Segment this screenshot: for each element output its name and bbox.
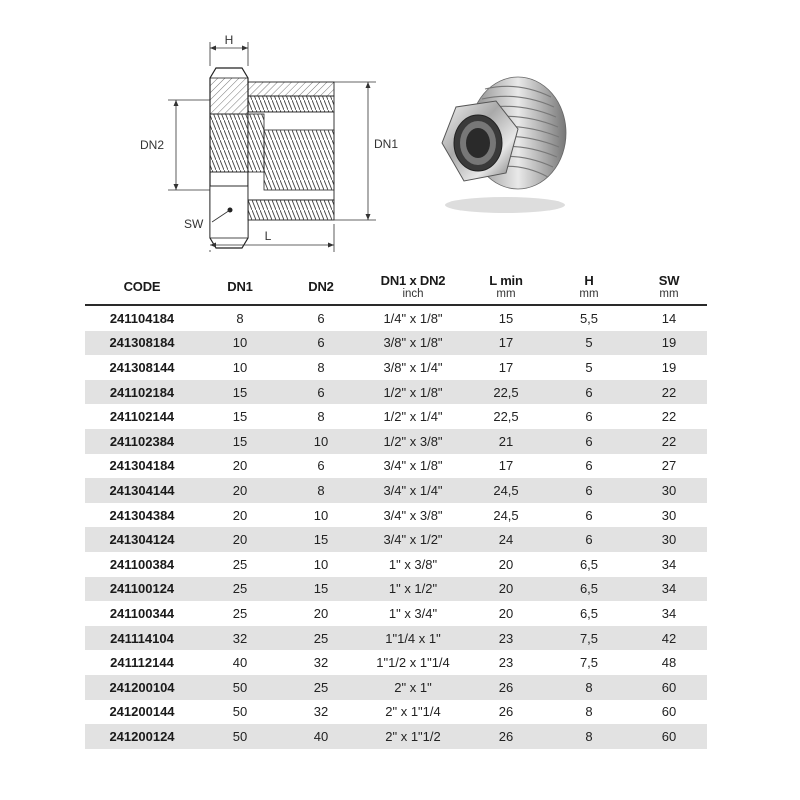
- cell-sw: 27: [661, 458, 677, 474]
- cell-lmin: 24: [498, 532, 514, 548]
- cell-lmin: 23: [498, 630, 514, 646]
- cell-lmin: 22,5: [493, 409, 519, 425]
- cell-dn1: 10: [232, 359, 248, 375]
- table-header: [85, 268, 707, 304]
- cell-code: 241100124: [109, 581, 175, 597]
- header-sw: SW mm: [658, 272, 680, 300]
- cell-sw: 30: [661, 507, 677, 523]
- table-row: [85, 724, 707, 749]
- cell-lmin: 17: [498, 359, 514, 375]
- cell-sw: 34: [661, 556, 677, 572]
- table-row: [85, 355, 707, 380]
- table-row: [85, 429, 707, 454]
- cell-dn2: 15: [313, 532, 329, 548]
- header-h: H mm: [579, 272, 599, 300]
- table-row: [85, 306, 707, 331]
- header-dn2: DN2: [308, 278, 334, 294]
- cell-dn2: 6: [317, 310, 325, 326]
- cell-dn1: 25: [232, 581, 248, 597]
- dn1-label: DN1: [374, 137, 399, 151]
- cell-h: 6,5: [579, 556, 599, 572]
- cell-h: 6,5: [579, 605, 599, 621]
- dn2-label: DN2: [140, 138, 165, 152]
- cell-sw: 19: [661, 359, 677, 375]
- cell-h: 5: [585, 335, 593, 351]
- cell-code: 241102384: [109, 433, 175, 449]
- cell-sw: 34: [661, 605, 677, 621]
- cell-h: 6: [585, 384, 593, 400]
- table-row: [85, 527, 707, 552]
- cell-dn1xdn2: 2" x 1"1/4: [385, 704, 441, 720]
- cell-lmin: 21: [498, 433, 514, 449]
- cell-dn1: 20: [232, 507, 248, 523]
- cell-h: 6: [585, 409, 593, 425]
- cell-code: 241304384: [109, 507, 175, 523]
- technical-drawing: [120, 20, 420, 265]
- table-row: [85, 700, 707, 725]
- cell-dn1: 20: [232, 482, 248, 498]
- cell-sw: 48: [661, 655, 677, 671]
- cell-dn1xdn2: 2" x 1"1/2: [385, 728, 441, 744]
- cell-dn1: 32: [232, 630, 248, 646]
- cell-h: 6: [585, 482, 593, 498]
- sw-label: SW: [184, 217, 204, 231]
- cell-dn2: 25: [313, 630, 329, 646]
- cell-code: 241114104: [110, 630, 174, 646]
- cell-sw: 30: [661, 482, 677, 498]
- cell-code: 241304124: [109, 532, 175, 548]
- cell-h: 8: [585, 704, 593, 720]
- cell-dn1xdn2: 2" x 1": [394, 679, 432, 695]
- cell-dn2: 6: [317, 458, 325, 474]
- cell-sw: 22: [661, 409, 677, 425]
- cell-dn1: 8: [236, 310, 244, 326]
- l-label: L: [264, 229, 272, 243]
- cell-sw: 22: [661, 433, 677, 449]
- table-row: [85, 454, 707, 479]
- cell-dn2: 25: [313, 679, 329, 695]
- table-row: [85, 503, 707, 528]
- cell-lmin: 26: [498, 728, 514, 744]
- header-code: CODE: [123, 278, 161, 294]
- table-row: [85, 404, 707, 429]
- product-photo: [420, 55, 590, 225]
- cell-lmin: 17: [498, 458, 514, 474]
- cell-dn1: 20: [232, 458, 248, 474]
- cell-dn1: 20: [232, 532, 248, 548]
- cell-dn1: 50: [232, 704, 248, 720]
- cell-dn2: 40: [313, 728, 329, 744]
- cell-dn2: 20: [313, 605, 329, 621]
- cell-dn1xdn2: 1" x 3/4": [388, 605, 438, 621]
- cell-dn1xdn2: 1"1/2 x 1"1/4: [376, 655, 450, 671]
- cell-dn1: 15: [232, 433, 248, 449]
- cell-dn2: 10: [313, 433, 329, 449]
- table-row: [85, 552, 707, 577]
- cell-code: 241200144: [109, 704, 175, 720]
- cell-dn1: 10: [232, 335, 248, 351]
- cell-dn1: 25: [232, 605, 248, 621]
- cell-sw: 60: [661, 679, 677, 695]
- cell-lmin: 23: [498, 655, 514, 671]
- header-dn1xdn2: DN1 x DN2 inch: [380, 272, 446, 300]
- cell-dn2: 6: [317, 384, 325, 400]
- cell-dn1xdn2: 3/4" x 1/8": [383, 458, 443, 474]
- table-row: [85, 380, 707, 405]
- cell-lmin: 26: [498, 704, 514, 720]
- cell-h: 6: [585, 433, 593, 449]
- cell-h: 8: [585, 728, 593, 744]
- cell-dn2: 8: [317, 409, 325, 425]
- cell-dn2: 15: [313, 581, 329, 597]
- cell-dn1: 50: [232, 679, 248, 695]
- cell-dn1: 25: [232, 556, 248, 572]
- cell-dn1: 15: [232, 409, 248, 425]
- table-row: [85, 675, 707, 700]
- cell-dn1xdn2: 1/2" x 1/8": [383, 384, 443, 400]
- table-row: [85, 331, 707, 356]
- cell-code: 241304144: [109, 482, 175, 498]
- cell-lmin: 20: [498, 581, 514, 597]
- cell-dn2: 8: [317, 482, 325, 498]
- cell-dn2: 32: [313, 704, 329, 720]
- product-table: [85, 268, 707, 749]
- cell-dn1xdn2: 1"1/4 x 1": [385, 630, 441, 646]
- cell-h: 6: [585, 458, 593, 474]
- cell-sw: 42: [661, 630, 677, 646]
- cell-dn1xdn2: 3/8" x 1/8": [383, 335, 443, 351]
- cell-dn1: 40: [232, 655, 248, 671]
- cell-code: 241308184: [109, 335, 175, 351]
- cell-sw: 34: [661, 581, 677, 597]
- cell-code: 241112144: [110, 655, 174, 671]
- cell-h: 7,5: [579, 655, 599, 671]
- cell-lmin: 24,5: [493, 507, 519, 523]
- cell-code: 241200124: [109, 728, 175, 744]
- cell-code: 241102144: [109, 409, 175, 425]
- cell-dn1xdn2: 1/2" x 3/8": [383, 433, 443, 449]
- cell-h: 5: [585, 359, 593, 375]
- cell-dn1xdn2: 3/4" x 1/4": [383, 482, 443, 498]
- cell-lmin: 20: [498, 556, 514, 572]
- cell-sw: 30: [661, 532, 677, 548]
- cell-dn2: 10: [313, 507, 329, 523]
- cell-sw: 19: [661, 335, 677, 351]
- cell-dn2: 6: [317, 335, 325, 351]
- cell-h: 8: [585, 679, 593, 695]
- cell-h: 6,5: [579, 581, 599, 597]
- table-row: [85, 626, 707, 651]
- cell-lmin: 24,5: [493, 482, 519, 498]
- cell-h: 7,5: [579, 630, 599, 646]
- cell-code: 241100344: [109, 605, 175, 621]
- cell-code: 241200104: [109, 679, 175, 695]
- cell-dn2: 8: [317, 359, 325, 375]
- cell-dn1: 15: [232, 384, 248, 400]
- cell-dn1xdn2: 1" x 3/8": [388, 556, 438, 572]
- table-row: [85, 577, 707, 602]
- cell-dn2: 32: [313, 655, 329, 671]
- cell-code: 241304184: [109, 458, 175, 474]
- cell-lmin: 26: [498, 679, 514, 695]
- cell-h: 6: [585, 507, 593, 523]
- cell-lmin: 22,5: [493, 384, 519, 400]
- cell-sw: 14: [661, 310, 677, 326]
- cell-code: 241104184: [109, 310, 175, 326]
- cell-dn1xdn2: 1/4" x 1/8": [383, 310, 443, 326]
- cell-dn1xdn2: 3/4" x 1/2": [383, 532, 443, 548]
- table-row: [85, 601, 707, 626]
- table-row: [85, 478, 707, 503]
- h-label: H: [224, 33, 234, 47]
- header-dn1: DN1: [227, 278, 253, 294]
- cell-lmin: 15: [498, 310, 514, 326]
- cell-dn1: 50: [232, 728, 248, 744]
- cell-dn1xdn2: 3/8" x 1/4": [383, 359, 443, 375]
- table-row: [85, 650, 707, 675]
- cell-code: 241100384: [109, 556, 175, 572]
- header-lmin: L min mm: [489, 272, 523, 300]
- cell-dn1xdn2: 1" x 1/2": [388, 581, 438, 597]
- cell-h: 5,5: [579, 310, 599, 326]
- table-body: [85, 306, 707, 749]
- cell-dn1xdn2: 3/4" x 3/8": [383, 507, 443, 523]
- cell-dn1xdn2: 1/2" x 1/4": [383, 409, 443, 425]
- cell-h: 6: [585, 532, 593, 548]
- cell-lmin: 20: [498, 605, 514, 621]
- cell-lmin: 17: [498, 335, 514, 351]
- cell-sw: 60: [661, 704, 677, 720]
- cell-sw: 22: [661, 384, 677, 400]
- cell-dn2: 10: [313, 556, 329, 572]
- cell-code: 241102184: [109, 384, 175, 400]
- cell-code: 241308144: [109, 359, 175, 375]
- cell-sw: 60: [661, 728, 677, 744]
